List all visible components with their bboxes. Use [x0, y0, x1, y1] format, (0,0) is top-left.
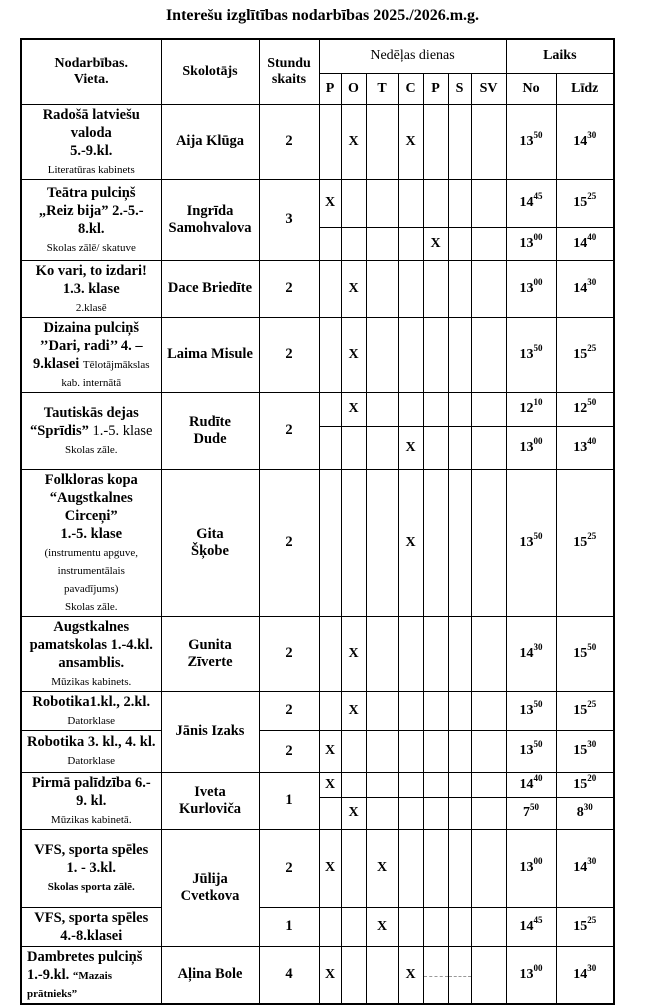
day-mark-cell: [398, 691, 423, 730]
hours-cell: 2: [259, 260, 319, 317]
activity-cell: [21, 392, 161, 469]
day-mark-cell: [398, 772, 423, 798]
day-mark-cell: [471, 798, 506, 829]
col-header-activity-line1: Nodarbības.: [54, 55, 129, 71]
activity-text: „Reiz bija” 2.-5.-: [38, 202, 144, 219]
table-row: [21, 946, 614, 1004]
day-mark-cell: [341, 829, 366, 907]
day-mark-cell: [398, 317, 423, 392]
day-mark-cell: [398, 392, 423, 426]
activity-text: Robotika1.kl., 2.kl.: [32, 693, 151, 710]
time-to-cell: $15^{25}$: [556, 907, 614, 946]
day-mark-cell: [423, 616, 448, 691]
day-mark-cell: [448, 616, 471, 691]
day-mark-cell: [448, 691, 471, 730]
teacher-cell: Aļina Bole: [161, 946, 259, 1004]
table-row: [21, 317, 614, 392]
day-mark-cell: [341, 179, 366, 227]
activity-cell: [21, 730, 161, 772]
day-mark-cell: [423, 946, 448, 1004]
activity-text: 1.3. klase: [62, 280, 120, 297]
col-header-teacher: Skolotājs: [161, 39, 259, 104]
activity-text: Circeņi”: [64, 507, 118, 524]
day-mark-cell: X: [341, 317, 366, 392]
time-from-cell: $14^{45}$: [506, 179, 556, 227]
hours-cell: 4: [259, 946, 319, 1004]
day-mark-cell: [398, 907, 423, 946]
day-mark-cell: X: [341, 260, 366, 317]
day-mark-cell: [319, 260, 341, 317]
table-row: [21, 772, 614, 798]
time-from-cell: $14^{45}$: [506, 907, 556, 946]
activity-cell: [21, 907, 161, 946]
activity-text: Radošā latviešu: [42, 106, 140, 123]
activity-text: 1.-5. klase: [60, 525, 123, 542]
day-mark-cell: X: [341, 616, 366, 691]
table-row: [21, 730, 614, 772]
day-mark-cell: [366, 260, 398, 317]
activity-text: Teātra pulciņš: [47, 184, 136, 201]
day-mark-cell: [423, 392, 448, 426]
time-to-cell: $15^{25}$: [556, 179, 614, 227]
table-row: [21, 104, 614, 179]
hours-cell: 2: [259, 829, 319, 907]
activity-cell: [21, 616, 161, 691]
hours-cell: 2: [259, 691, 319, 730]
day-mark-cell: [448, 798, 471, 829]
hours-cell: 2: [259, 317, 319, 392]
time-to-cell: $12^{50}$: [556, 392, 614, 426]
table-row: [21, 829, 614, 907]
day-mark-cell: [366, 616, 398, 691]
time-from-cell: $13^{00}$: [506, 829, 556, 907]
activity-text: 1. - 3.kl.: [66, 860, 117, 876]
time-from-cell: $13^{00}$: [506, 426, 556, 469]
day-mark-cell: [319, 317, 341, 392]
day-mark-cell: [398, 616, 423, 691]
day-mark-cell: [398, 829, 423, 907]
day-mark-cell: [423, 730, 448, 772]
schedule-table-body: [21, 104, 614, 1004]
activity-cell: [21, 469, 161, 616]
day-mark-cell: [366, 798, 398, 829]
day-mark-cell: [448, 946, 471, 1004]
day-mark-cell: [319, 227, 341, 260]
day-mark-cell: [471, 426, 506, 469]
day-mark-cell: X: [341, 798, 366, 829]
schedule-table: [20, 38, 615, 1005]
day-mark-cell: [471, 317, 506, 392]
day-mark-cell: [341, 469, 366, 616]
day-mark-cell: [341, 946, 366, 1004]
activity-text: Datorklase: [67, 714, 116, 727]
teacher-cell: Gunita Zīverte: [161, 616, 259, 691]
time-to-cell: $13^{40}$: [556, 426, 614, 469]
activity-text: 2.klasē: [75, 301, 107, 314]
col-header-hours: [259, 39, 319, 104]
day-mark-cell: [423, 691, 448, 730]
table-row: [21, 616, 614, 691]
table-row: [21, 260, 614, 317]
time-to-cell: $14^{40}$: [556, 227, 614, 260]
day-mark-cell: [366, 179, 398, 227]
time-from-cell: $13^{50}$: [506, 691, 556, 730]
day-mark-cell: [471, 260, 506, 317]
day-mark-cell: [366, 317, 398, 392]
activity-cell: [21, 946, 161, 1004]
activity-text: Literatūras kabinets: [47, 163, 135, 176]
day-mark-cell: [319, 907, 341, 946]
day-mark-cell: X: [398, 104, 423, 179]
time-from-cell: $13^{50}$: [506, 730, 556, 772]
activity-text: 9.klasei: [32, 355, 83, 372]
hours-cell: 2: [259, 469, 319, 616]
day-mark-cell: X: [319, 179, 341, 227]
teacher-cell: Iveta Kurloviča: [161, 772, 259, 829]
activity-text: instrumentālais: [57, 564, 125, 577]
header-row-groups: [21, 39, 614, 73]
time-to-cell: $14^{30}$: [556, 946, 614, 1004]
day-mark-cell: [398, 730, 423, 772]
time-from-cell: $13^{00}$: [506, 260, 556, 317]
day-mark-cell: [341, 730, 366, 772]
teacher-cell: Jānis Izaks: [161, 691, 259, 772]
teacher-cell: Rudīte Dude: [161, 392, 259, 469]
day-mark-cell: [423, 317, 448, 392]
hours-cell: 3: [259, 179, 319, 260]
day-mark-cell: [319, 469, 341, 616]
day-mark-cell: [448, 730, 471, 772]
day-mark-cell: [366, 469, 398, 616]
activity-text: Pirmā palīdzība 6.-: [31, 774, 151, 791]
col-header-hours-line2: skaits: [271, 71, 307, 87]
teacher-cell: Aija Klūga: [161, 104, 259, 179]
activity-text: Mūzikas kabinets.: [51, 675, 132, 688]
activity-cell: [21, 829, 161, 907]
day-mark-cell: X: [319, 829, 341, 907]
hours-cell: 2: [259, 392, 319, 469]
activity-cell: [21, 179, 161, 260]
activity-text: “Sprīdis”: [30, 422, 93, 439]
day-mark-cell: [341, 772, 366, 798]
col-header-time-group: Laiks: [506, 39, 614, 73]
day-mark-cell: [319, 691, 341, 730]
day-mark-cell: [423, 469, 448, 616]
activity-text: 1.-9.kl.: [27, 966, 73, 983]
activity-text: (instrumentu apguve,: [44, 546, 138, 559]
day-mark-cell: [423, 907, 448, 946]
col-header-day-monday: P: [319, 73, 341, 104]
col-header-time-to: Līdz: [556, 73, 614, 104]
activity-cell: [21, 260, 161, 317]
col-header-day-sunday: SV: [471, 73, 506, 104]
day-mark-cell: [448, 426, 471, 469]
col-header-day-thursday: C: [398, 73, 423, 104]
col-header-hours-line1: Stundu: [267, 55, 311, 71]
activity-cell: [21, 104, 161, 179]
day-mark-cell: [471, 829, 506, 907]
time-from-cell: $13^{50}$: [506, 469, 556, 616]
day-mark-cell: [471, 179, 506, 227]
col-header-time-from: No: [506, 73, 556, 104]
day-mark-cell: X: [319, 946, 341, 1004]
table-row: [21, 907, 614, 946]
col-header-day-friday: P: [423, 73, 448, 104]
teacher-cell: Laima Misule: [161, 317, 259, 392]
activity-text: Skolas zāle.: [64, 443, 118, 456]
day-mark-cell: [471, 469, 506, 616]
dashed-line: [449, 976, 471, 977]
col-header-day-wednesday: T: [366, 73, 398, 104]
time-from-cell: $14^{40}$: [506, 772, 556, 798]
activity-text: ’’Dari, radi’’ 4. –: [39, 337, 143, 354]
time-to-cell: $8^{30}$: [556, 798, 614, 829]
day-mark-cell: [471, 104, 506, 179]
activity-cell: [21, 317, 161, 392]
activity-text: Folkloras kopa: [44, 471, 138, 488]
activity-text: Tautiskās dejas: [43, 404, 139, 421]
activity-text: “Augstkalnes: [49, 489, 133, 506]
activity-text: Mūzikas kabinetā.: [50, 813, 132, 826]
activity-text: prātnieks”: [27, 987, 78, 1000]
day-mark-cell: [398, 227, 423, 260]
activity-text: Dambretes pulciņš: [27, 948, 143, 965]
hours-cell: 2: [259, 104, 319, 179]
day-mark-cell: X: [423, 227, 448, 260]
day-mark-cell: [471, 730, 506, 772]
activity-text: Augstkalnes: [53, 618, 130, 635]
day-mark-cell: X: [398, 946, 423, 1004]
day-mark-cell: [471, 691, 506, 730]
time-to-cell: $14^{30}$: [556, 104, 614, 179]
time-to-cell: $15^{25}$: [556, 691, 614, 730]
time-from-cell: $13^{00}$: [506, 227, 556, 260]
day-mark-cell: [341, 227, 366, 260]
col-header-activity: [21, 39, 161, 104]
activity-text: ansamblis.: [58, 654, 125, 671]
activity-cell: [21, 691, 161, 730]
hours-cell: 1: [259, 772, 319, 829]
col-header-activity-line2: Vieta.: [73, 71, 109, 87]
table-row: [21, 691, 614, 730]
activity-text: Robotika 3. kl., 4. kl.: [26, 734, 156, 750]
activity-text: Skolas sporta zālē.: [47, 881, 135, 893]
time-to-cell: $15^{25}$: [556, 469, 614, 616]
dashed-line: [424, 976, 448, 977]
day-mark-cell: X: [341, 691, 366, 730]
hours-cell: 1: [259, 907, 319, 946]
day-mark-cell: [398, 179, 423, 227]
teacher-cell: Dace Briedīte: [161, 260, 259, 317]
activity-text: 5.-9.kl.: [70, 142, 113, 159]
teacher-cell: Ingrīda Samohvalova: [161, 179, 259, 260]
day-mark-cell: X: [366, 829, 398, 907]
day-mark-cell: X: [366, 907, 398, 946]
day-mark-cell: [398, 260, 423, 317]
day-mark-cell: [471, 392, 506, 426]
activity-text: Tēlotājmākslas: [82, 358, 150, 371]
day-mark-cell: [448, 179, 471, 227]
activity-cell: [21, 772, 161, 829]
day-mark-cell: [366, 426, 398, 469]
activity-text: VFS, sporta spēles: [34, 842, 149, 858]
day-mark-cell: X: [319, 772, 341, 798]
day-mark-cell: [448, 260, 471, 317]
activity-text: 1.-5. klase: [92, 422, 153, 439]
activity-text: Skolas zālē/ skatuve: [46, 241, 136, 254]
day-mark-cell: [319, 426, 341, 469]
day-mark-cell: [366, 227, 398, 260]
day-mark-cell: [319, 392, 341, 426]
time-from-cell: $13^{50}$: [506, 317, 556, 392]
day-mark-cell: [366, 946, 398, 1004]
day-mark-cell: [366, 104, 398, 179]
col-header-weekdays-group: Nedēļas dienas: [319, 39, 506, 73]
day-mark-cell: X: [398, 426, 423, 469]
day-mark-cell: X: [398, 469, 423, 616]
time-to-cell: $15^{50}$: [556, 616, 614, 691]
table-row: [21, 469, 614, 616]
time-from-cell: $12^{10}$: [506, 392, 556, 426]
activity-text: 4.-8.klasei: [60, 927, 123, 944]
day-mark-cell: [423, 772, 448, 798]
activity-text: “Mazais: [72, 969, 113, 982]
day-mark-cell: [366, 730, 398, 772]
day-mark-cell: [471, 227, 506, 260]
hours-cell: 2: [259, 616, 319, 691]
day-mark-cell: [366, 691, 398, 730]
day-mark-cell: [341, 426, 366, 469]
activity-text: pamatskolas 1.-4.kl.: [29, 636, 153, 653]
time-from-cell: $7^{50}$: [506, 798, 556, 829]
time-to-cell: $15^{30}$: [556, 730, 614, 772]
time-from-cell: $13^{50}$: [506, 104, 556, 179]
day-mark-cell: [448, 227, 471, 260]
day-mark-cell: [398, 798, 423, 829]
day-mark-cell: [471, 907, 506, 946]
day-mark-cell: [423, 179, 448, 227]
day-mark-cell: [423, 260, 448, 317]
hours-cell: 2: [259, 730, 319, 772]
day-mark-cell: [471, 946, 506, 1004]
time-to-cell: $14^{30}$: [556, 260, 614, 317]
day-mark-cell: [341, 907, 366, 946]
day-mark-cell: [448, 317, 471, 392]
day-mark-cell: [448, 104, 471, 179]
day-mark-cell: [319, 616, 341, 691]
day-mark-cell: [366, 772, 398, 798]
col-header-day-tuesday: O: [341, 73, 366, 104]
activity-text: valoda: [70, 124, 112, 141]
day-mark-cell: [448, 392, 471, 426]
day-mark-cell: [366, 392, 398, 426]
activity-text: Dizaina pulciņš: [43, 319, 139, 336]
time-from-cell: $14^{30}$: [506, 616, 556, 691]
day-mark-cell: [423, 829, 448, 907]
day-mark-cell: [448, 829, 471, 907]
col-header-day-saturday: S: [448, 73, 471, 104]
day-mark-cell: [423, 798, 448, 829]
activity-text: Ko vari, to izdari!: [35, 262, 147, 279]
activity-text: kab. internātā: [61, 376, 122, 389]
activity-text: 9. kl.: [76, 792, 107, 809]
day-mark-cell: [423, 104, 448, 179]
day-mark-cell: [471, 616, 506, 691]
page-title: Interešu izglītības nodarbības 2025./2026.m.g.: [165, 7, 480, 24]
activity-text: Datorklase: [67, 755, 116, 767]
activity-text: VFS, sporta spēles: [34, 909, 149, 926]
activity-text: 8.kl.: [77, 220, 105, 237]
day-mark-cell: [448, 469, 471, 616]
day-mark-cell: [471, 772, 506, 798]
time-to-cell: $15^{25}$: [556, 317, 614, 392]
time-to-cell: $15^{20}$: [556, 772, 614, 798]
teacher-cell: Gita Šķobe: [161, 469, 259, 616]
day-mark-cell: [319, 104, 341, 179]
day-mark-cell: X: [341, 392, 366, 426]
table-row: [21, 179, 614, 227]
activity-text: pavadījums): [64, 582, 119, 595]
day-mark-cell: [319, 798, 341, 829]
activity-text: Skolas zāle.: [64, 600, 118, 613]
day-mark-cell: X: [319, 730, 341, 772]
time-from-cell: $13^{00}$: [506, 946, 556, 1004]
day-mark-cell: [423, 426, 448, 469]
table-row: [21, 392, 614, 426]
time-to-cell: $14^{30}$: [556, 829, 614, 907]
day-mark-cell: [448, 907, 471, 946]
teacher-cell: Jūlija Cvetkova: [161, 829, 259, 946]
day-mark-cell: [448, 772, 471, 798]
day-mark-cell: X: [341, 104, 366, 179]
